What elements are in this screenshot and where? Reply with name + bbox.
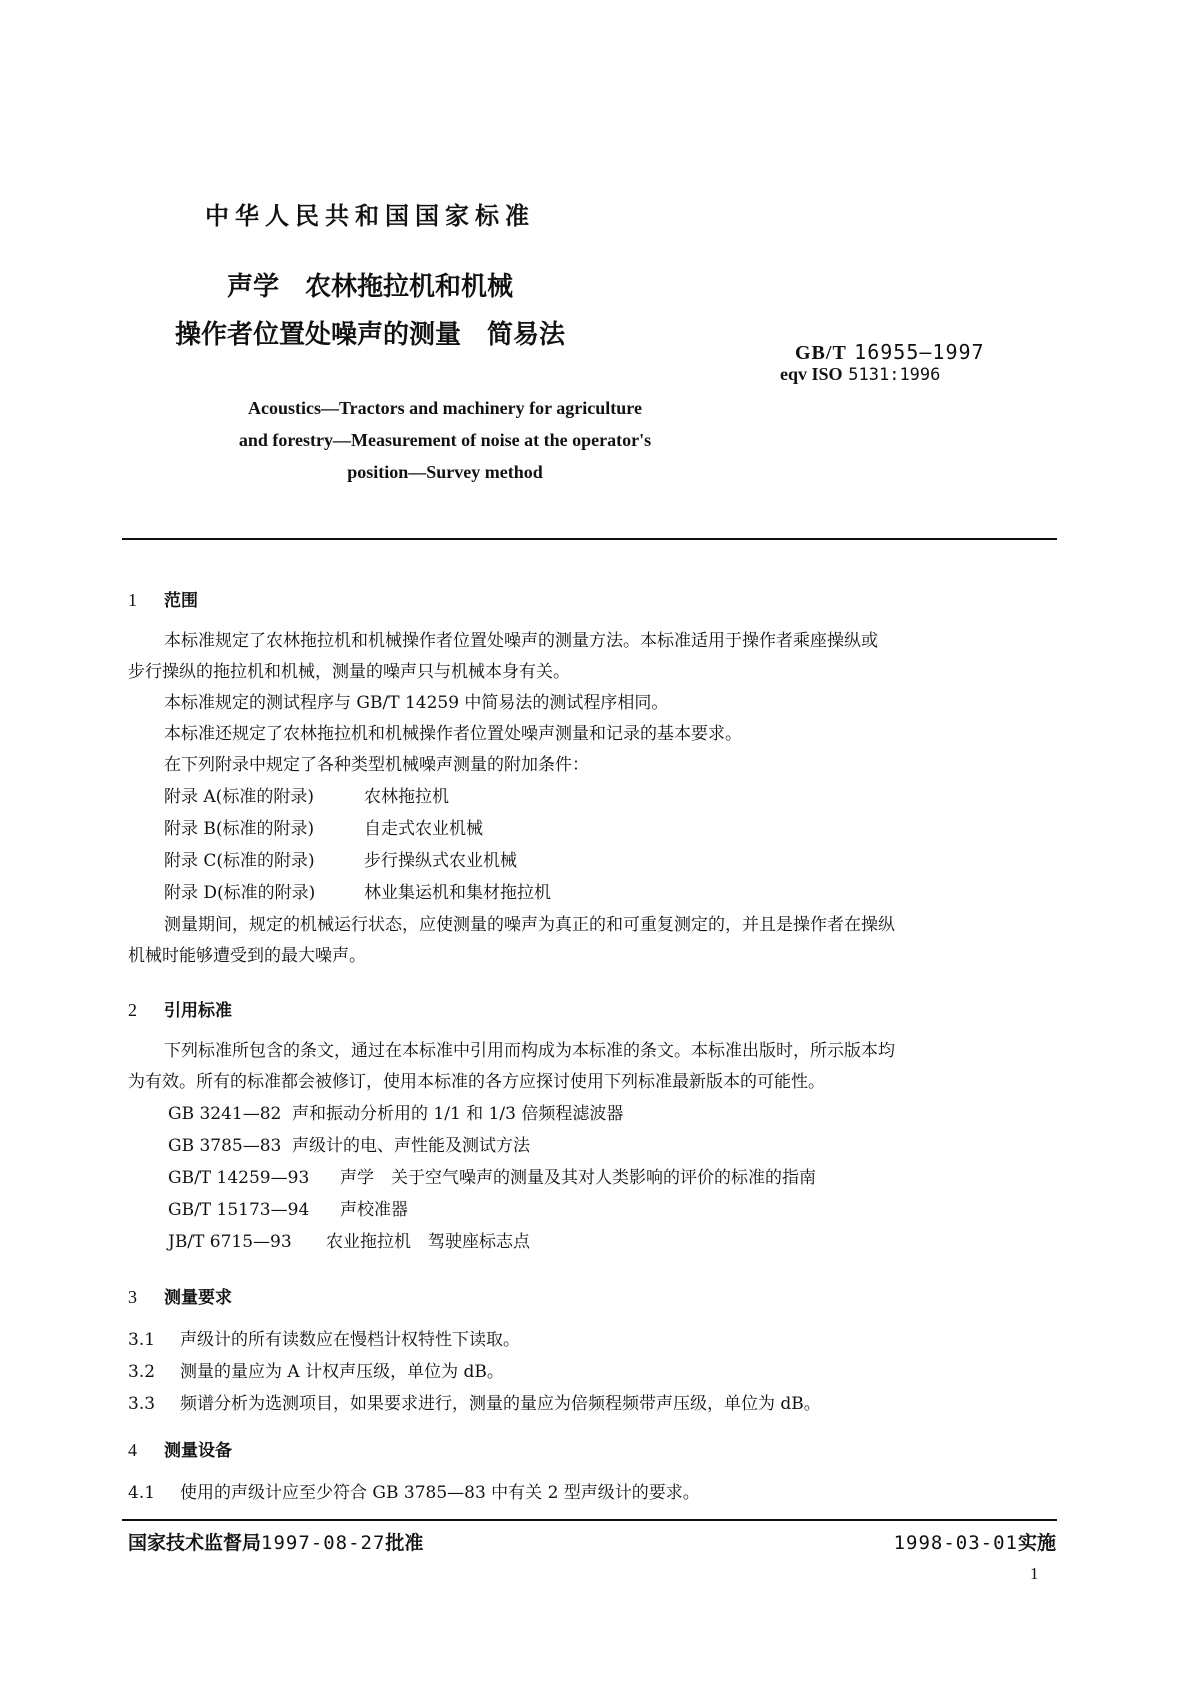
s1-paragraph-4: 在下列附录中规定了各种类型机械噪声测量的附加条件： [164, 755, 589, 775]
cn-title-line-2: 操作者位置处噪声的测量 简易法 [174, 320, 565, 350]
s1-paragraph-5-line-2: 机械时能够遭受到的最大噪声。 [128, 946, 366, 966]
annex-item [164, 846, 517, 871]
clause-item [128, 1389, 821, 1414]
standard-prefix: GB/T [795, 342, 847, 364]
equivalent-standard [780, 364, 940, 385]
section-title: 范围 [164, 591, 198, 611]
reference-code: GB/T 15173—94 [168, 1200, 310, 1220]
footer-divider [122, 1519, 1057, 1521]
clause-text: 测量的量应为 A 计权声压级，单位为 dB。 [180, 1362, 504, 1382]
annex-item [164, 814, 483, 839]
reference-item [168, 1195, 408, 1220]
clause-number: 3.1 [128, 1330, 156, 1350]
annex-text: 自走式农业机械 [364, 819, 483, 839]
clause-number: 4.1 [128, 1483, 156, 1503]
section-number: 1 [128, 590, 137, 610]
eqv-code: 5131:1996 [848, 365, 941, 385]
reference-item [168, 1227, 530, 1252]
approval-date: 1997-08-27 [261, 1532, 386, 1554]
approver: 国家技术监督局 [128, 1532, 262, 1554]
standard-number [795, 340, 985, 365]
section-1-heading [128, 586, 198, 611]
en-title-line-1: Acoustics—Tractors and machinery for agriculture [248, 398, 642, 418]
s1-paragraph-3: 本标准还规定了农林拖拉机和机械操作者位置处噪声测量和记录的基本要求。 [164, 724, 742, 744]
annex-text: 农林拖拉机 [364, 787, 449, 807]
section-title: 引用标准 [164, 1001, 232, 1021]
en-title-line-3: position—Survey method [347, 462, 543, 482]
approval-line [128, 1528, 423, 1555]
effective-line [894, 1528, 1056, 1555]
annex-item [164, 878, 551, 903]
section-title: 测量要求 [164, 1288, 232, 1308]
annex-label: 附录 B(标准的附录) [164, 819, 315, 839]
annex-label: 附录 A(标准的附录) [164, 787, 314, 807]
clause-text: 使用的声级计应至少符合 GB 3785—83 中有关 2 型声级计的要求。 [180, 1483, 700, 1503]
header-divider [122, 538, 1057, 540]
section-4-heading [128, 1436, 232, 1461]
clause-text: 声级计的所有读数应在慢档计权特性下读取。 [180, 1330, 520, 1350]
clause-item [128, 1478, 700, 1503]
s2-paragraph-line-2: 为有效。所有的标准都会被修订，使用本标准的各方应探讨使用下列标准最新版本的可能性。 [128, 1072, 825, 1092]
clause-item [128, 1357, 504, 1382]
clause-number: 3.2 [128, 1362, 156, 1382]
annex-label: 附录 D(标准的附录) [164, 883, 316, 903]
clause-text: 频谱分析为选测项目，如果要求进行，测量的量应为倍频程频带声压级，单位为 dB。 [180, 1394, 821, 1414]
s2-paragraph-line-1: 下列标准所包含的条文，通过在本标准中引用而构成为本标准的条文。本标准出版时，所示版本均 [164, 1041, 895, 1061]
annex-text: 林业集运机和集材拖拉机 [364, 883, 551, 903]
s1-paragraph-1-line-2: 步行操纵的拖拉机和机械，测量的噪声只与机械本身有关。 [128, 662, 570, 682]
country-standard-heading: 中华人民共和国国家标准 [205, 202, 535, 230]
reference-title: 声和振动分析用的 1/1 和 1/3 倍频程滤波器 [292, 1104, 624, 1124]
reference-title: 声校准器 [340, 1200, 408, 1220]
s1-paragraph-5-line-1: 测量期间，规定的机械运行状态，应使测量的噪声为真正的和可重复测定的，并且是操作者在操纵 [164, 915, 895, 935]
reference-title: 声级计的电、声性能及测试方法 [292, 1136, 530, 1156]
reference-code: GB/T 14259—93 [168, 1168, 310, 1188]
section-number: 2 [128, 1000, 137, 1020]
reference-title: 农业拖拉机 驾驶座标志点 [326, 1232, 530, 1252]
eqv-prefix: eqv ISO [780, 364, 843, 384]
annex-text: 步行操纵式农业机械 [364, 851, 517, 871]
s1-paragraph-2: 本标准规定的测试程序与 GB/T 14259 中简易法的测试程序相同。 [164, 693, 669, 713]
reference-item [168, 1099, 623, 1124]
reference-item [168, 1131, 530, 1156]
s1-paragraph-1-line-1: 本标准规定了农林拖拉机和机械操作者位置处噪声的测量方法。本标准适用于操作者乘座操纵或 [164, 631, 878, 651]
section-number: 3 [128, 1287, 137, 1307]
reference-code: GB 3785—83 [168, 1136, 282, 1156]
reference-code: GB 3241—82 [168, 1104, 282, 1124]
clause-number: 3.3 [128, 1394, 156, 1414]
approval-suffix: 批准 [385, 1532, 424, 1554]
en-title-line-2: and forestry—Measurement of noise at the operator's [238, 430, 652, 450]
annex-item [164, 782, 449, 807]
section-title: 测量设备 [164, 1441, 232, 1461]
page-number: 1 [1030, 1564, 1039, 1583]
reference-item [168, 1163, 816, 1188]
section-number: 4 [128, 1440, 137, 1460]
annex-label: 附录 C(标准的附录) [164, 851, 315, 871]
section-2-heading [128, 996, 232, 1021]
standard-code: 16955—1997 [854, 340, 985, 364]
reference-title: 声学 关于空气噪声的测量及其对人类影响的评价的标准的指南 [340, 1168, 816, 1188]
section-3-heading [128, 1283, 232, 1308]
reference-code: JB/T 6715—93 [168, 1232, 292, 1252]
effective-date: 1998-03-01 [893, 1532, 1018, 1554]
cn-title-line-1: 声学 农林拖拉机和机械 [226, 272, 513, 302]
clause-item [128, 1325, 520, 1350]
effective-suffix: 实施 [1017, 1532, 1056, 1554]
